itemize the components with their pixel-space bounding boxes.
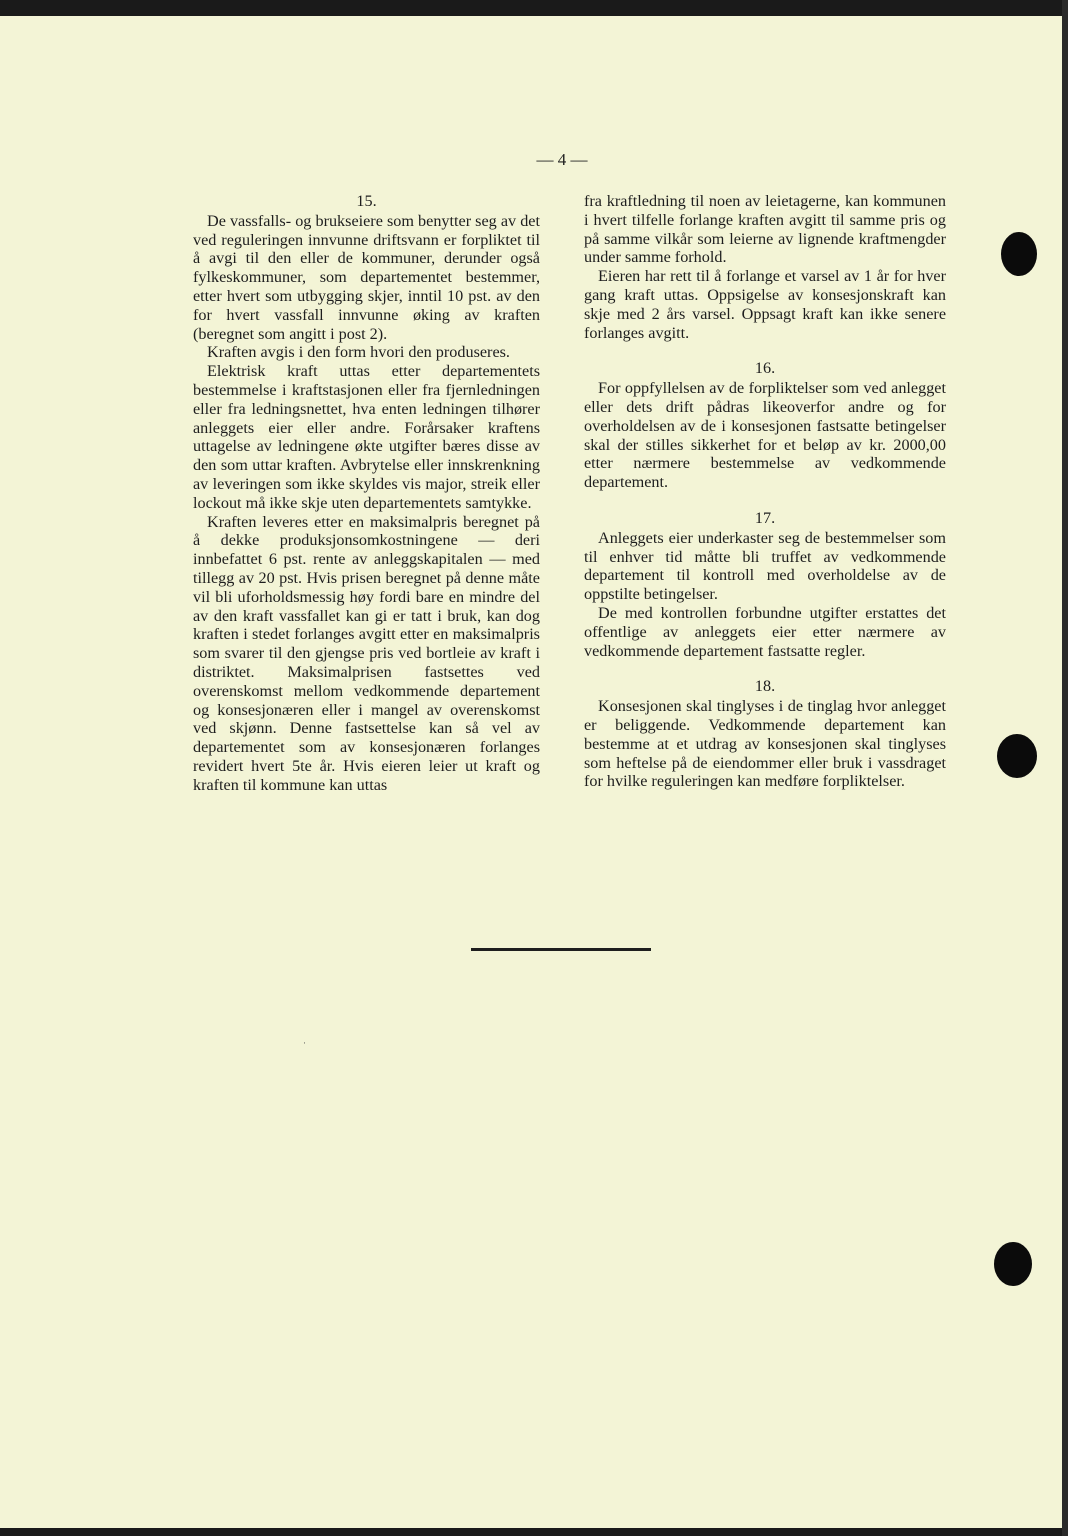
paper-speck: · <box>303 1038 306 1048</box>
punch-hole-top <box>1001 232 1037 276</box>
left-column <box>193 192 540 795</box>
section-15-paragraph-3: Elektrisk kraft uttas etter departementets bestemmelse i kraftstasjonen eller fra fjernledningen eller fra ledningsnettet, hva enten ledningen tilhører anleggets eier eller andre. Forårsaker kraftens uttagelse av ledningene økte utgifter bæres disse av den som uttar kraften. Avbrytelse eller innskrenkning av leveringen som ikke skyldes vis major, streik eller lockout må ikke skje uten departementets samtykke. <box>193 362 540 512</box>
section-15-paragraph-2: Kraften avgis i den form hvori den produseres. <box>207 343 510 362</box>
end-rule <box>471 948 651 951</box>
section-15-paragraph-4: Kraften leveres etter en maksimalpris beregnet på å dekke produksjonsomkostningene — deri innbefattet 6 pst. rente av anleggskapitalen — med tillegg av 20 pst. Hvis prisen beregnet på denne måte vil bli uforholdsmessig høy fordi bare en mindre del av den kraft vassfallet kan gi er tatt i bruk, kan dog kraften i stedet forlanges avgitt etter en maksimalpris som svarer til den gjengse pris ved bortleie av kraft i distriktet. Maksimalprisen fastsettes ved overenskomst mellom vedkommende departement og konsesjonæren eller i mangel av overenskomst ved skjønn. Denne fastsettelse kan så vel av departementet som av konsesjonæren forlanges revidert hvert 5te år. Hvis eieren leier ut kraft og kraften til kommune kan uttas <box>193 512 540 794</box>
section-17-number: 17. <box>754 508 776 527</box>
section-15-paragraph-5: fra kraftledning til noen av leietagerne, kan kommunen i hvert tilfelle forlange kraften avgitt til samme pris og på samme vilkår som leierne av lignende kraftmengder under samme forhold. <box>584 192 946 267</box>
section-15-number: 15. <box>356 192 377 210</box>
right-column <box>584 192 946 791</box>
section-15-paragraph-6: Eieren har rett til å forlange et varsel av 1 år for hver gang kraft uttas. Oppsigelse av konsesjonskraft kan skje med 2 års varsel. Oppsagt kraft kan ikke senere forlanges avgitt. <box>584 267 946 342</box>
section-17-paragraph-1: Anleggets eier underkaster seg de bestemmelser som til enhver tid måtte bli truffet av vedkommende departement til kontroll med overholdelse av de oppstilte betingelser. <box>584 528 946 604</box>
scan-edge <box>1062 0 1068 1536</box>
section-18-paragraph-1: Konsesjonen skal tinglyses i de tinglag hvor anlegget er beliggende. Vedkommende departement kan bestemme at et utdrag av konsesjonen skal tinglyses som heftelse på de eiendommer eller bruk i vassdraget for hvilke reguleringen kan medføre forpliktelser. <box>584 697 946 791</box>
punch-hole-middle <box>997 734 1037 778</box>
page-number: — 4 — <box>536 150 588 169</box>
section-18-number: 18. <box>754 677 776 696</box>
section-17-paragraph-2: De med kontrollen forbundne utgifter erstattes det offentlige av anleggets eier etter nærmere av vedkommende departement fastsatte regler. <box>584 603 946 660</box>
section-15-paragraph-1: De vassfalls- og brukseiere som benytter seg av det ved reguleringen innvunne driftsvann er forpliktet til å avgi til den eller de kommuner, derunder også fylkeskommuner, som departementet bestemmer, etter hvert som utbygging skjer, inntil 10 pst. av den for hvert vassfall innvunne øking av kraften (beregnet som angitt i post 2). <box>193 211 540 343</box>
punch-hole-bottom <box>994 1242 1032 1286</box>
section-16-paragraph-1: For oppfyllelsen av de forpliktelser som ved anlegget eller dets drift pådras likeoverfor andre og for overholdelsen av de i konsesjonen fastsatte betingelser skal der stilles sikkerhet for et beløp av kr. 2000,00 etter nærmere bestemmelse av vedkommende departement. <box>584 379 946 492</box>
document-page <box>0 16 1062 1528</box>
section-16-number: 16. <box>754 359 776 378</box>
